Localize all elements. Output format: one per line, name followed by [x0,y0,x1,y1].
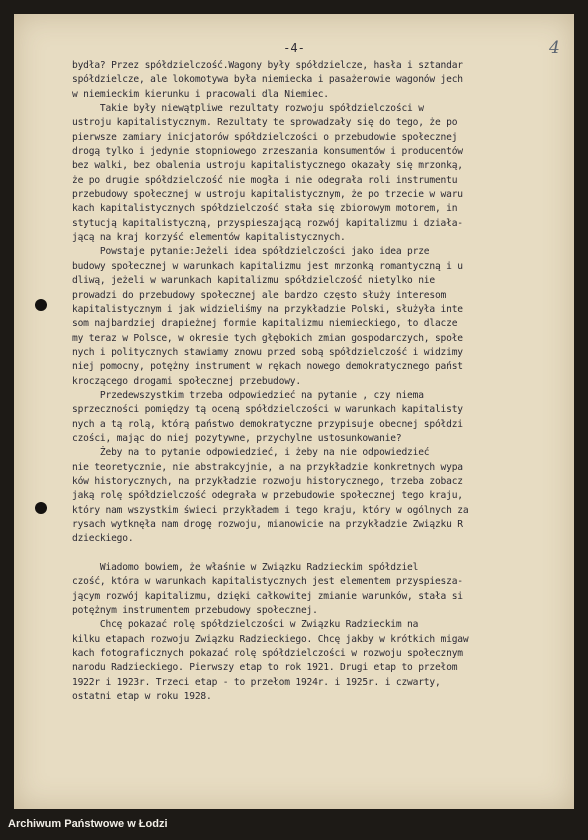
text-line [72,547,558,561]
text-line: bez walki, bez obalenia ustroju kapitalistycznego okazały się mrzonką, [72,160,463,172]
text-line: kilku etapach rozwoju Związku Radzieckiego. Chcę jakby w krótkich migaw [72,633,469,645]
archive-footer [0,809,588,840]
text-line: Takie były niewątpliwe rezultaty rozwoju spółdzielczości w [72,103,424,115]
text-line: ków historycznych, na przykładzie rozwoju historycznego, trzeba zobacz [72,475,463,487]
text-line: niej pomocny, potężny instrument w rękach nowego demokratycznego państ [72,361,463,373]
text-line: Powstaje pytanie:Jeżeli idea spółdzielczości jako idea prze [72,246,430,258]
text-line: przebudowy społecznej w ustroju kapitalistycznym, że po trzecie w waru [72,189,463,201]
text-line: czość, która w warunkach kapitalistycznych jest elementem przyspiesza- [72,576,463,588]
text-line: w niemieckim kierunku i pracowali dla Niemiec. [72,88,329,100]
typewritten-text [72,59,558,704]
handwritten-page-mark: 4 [549,38,560,58]
text-line: sprzeczności pomiędzy tą oceną spółdzielczości w warunkach kapitalisty [72,404,463,416]
text-line: ustroju kapitalistycznym. Rezultaty te sprowadzały się do tego, że po [72,117,458,129]
text-line: kroczącego drogami społecznej przebudowy. [72,375,301,387]
text-line: czości, mając do niej pozytywne, przychylne ustosunkowanie? [72,432,402,444]
text-line: że po drugie spółdzielczość nie mogła i nie odegrała roli instrumentu [72,174,458,186]
page-number: -4- [283,41,305,55]
text-line: nie teoretycznie, nie abstrakcyjnie, a na przykładzie konkretnych wypa [72,461,463,473]
text-line: drogą tylko i jedynie stopniowego zrzeszania konsumentów i producentów [72,146,463,158]
text-line: jaką rolę spółdzielczość odegrała w przebudowie społecznej tego kraju, [72,490,463,502]
text-line: stytucją kapitalistyczną, przyspieszającą rozwój kapitalizmu i działa- [72,217,463,229]
text-line: 1922r i 1923r. Trzeci etap - to przełom 1924r. i 1925r. i czwarty, [72,676,441,688]
text-line: Wiadomo bowiem, że właśnie w Związku Radzieckim spółdziel [72,562,419,574]
text-line: prowadzi do przebudowy społecznej ale bardzo często służy interesom [72,289,447,301]
text-line: budowy społecznej w warunkach kapitalizmu jest mrzonką romantyczną i u [72,260,463,272]
text-line: nych a tą rolą, którą państwo demokratyczne przypisuje obecnej spółdzi [72,418,463,430]
text-line: Chcę pokazać rolę spółdzielczości w Związku Radzieckim na [72,619,419,631]
text-line: bydła? Przez spółdzielczość.Wagony były spółdzielcze, hasła i sztandar [72,60,463,71]
text-line: som najbardziej drapieżnej formie kapitalizmu niemieckiego, to dlacze [72,318,458,330]
text-line: który nam wszystkim świeci przykładem i tego kraju, który w ogólnych za [72,504,469,516]
text-line: dliwą, jeżeli w warunkach kapitalizmu spółdzielczość nietylko nie [72,275,435,287]
text-line: kach fotograficznych pokazać rolę spółdzielczości w rozwoju społecznym [72,648,463,660]
text-line: spółdzielcze, ale lokomotywa była niemiecka i pasażerowie wagonów jech [72,74,463,86]
punch-hole [35,502,47,514]
text-line: kach kapitalistycznych spółdzielczość stała się zbiorowym motorem, in [72,203,458,215]
punch-hole [35,299,47,311]
archive-name: Archiwum Państwowe w Łodzi [8,818,168,830]
text-line: potężnym instrumentem przebudowy społecznej. [72,605,318,617]
text-line: my teraz w Polsce, w okresie tych głębokich zmian gospodarczych, społe [72,332,463,344]
text-line: jącą na kraj korzyść elementów kapitalistycznych. [72,232,346,244]
text-line: narodu Radzieckiego. Pierwszy etap to rok 1921. Drugi etap to przełom [72,662,458,674]
text-line: Żeby na to pytanie odpowiedzieć, i żeby na nie odpowiedzieć [72,447,430,459]
text-line: dzieckiego. [72,533,134,545]
text-line: rysach wytknęła nam drogę rozwoju, mianowicie na przykładzie Związku R [72,519,463,530]
text-line: nych i politycznych stawiamy znowu przed sobą spółdzielczość i widzimy [72,346,463,358]
text-line: Przedewszystkim trzeba odpowiedzieć na pytanie , czy niema [72,389,424,401]
text-line: kapitalistycznym i jak widzieliśmy na przykładzie Polski, służyła inte [72,303,463,315]
text-line: jącym rozwój kapitalizmu, dzięki całkowitej zmianie warunków, stała si [72,590,463,602]
text-line: ostatni etap w roku 1928. [72,691,212,703]
text-line: pierwsze zamiary inicjatorów spółdzielczości o przebudowie społecznej [72,131,458,143]
